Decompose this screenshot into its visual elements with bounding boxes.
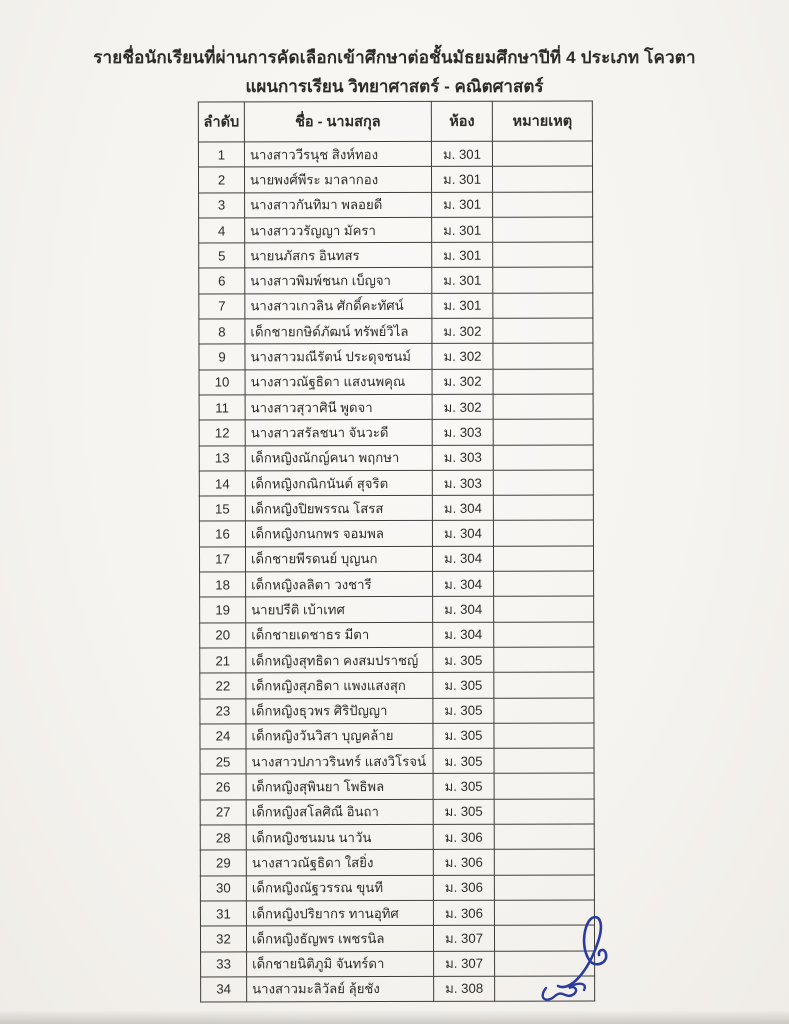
cell-name: เด็กหญิงวันวิสา บุญคล้าย <box>246 723 433 749</box>
cell-name: เด็กหญิงสุภธิดา แพงแสงสุก <box>246 673 433 699</box>
cell-no: 6 <box>199 268 245 293</box>
cell-no: 1 <box>198 142 244 167</box>
cell-room: ม. 306 <box>433 875 494 900</box>
cell-remark <box>494 925 594 951</box>
cell-name: นางสาววรัญญา มัครา <box>245 217 432 243</box>
cell-no: 15 <box>199 496 245 521</box>
cell-name: นางสาวสรัลชนา จันวะดี <box>245 420 432 446</box>
cell-name: เด็กหญิงชนมน นาวัน <box>246 824 433 850</box>
cell-remark <box>494 748 594 774</box>
cell-name: เด็กหญิงกนกพร จอมพล <box>245 521 432 547</box>
cell-no: 16 <box>199 521 245 546</box>
cell-room: ม. 302 <box>432 394 493 419</box>
cell-remark <box>494 824 594 850</box>
table-row <box>199 369 593 395</box>
table-row <box>200 748 594 774</box>
cell-room: ม. 304 <box>432 546 493 571</box>
cell-no: 23 <box>200 698 246 723</box>
cell-remark <box>493 293 593 319</box>
table-row <box>200 698 594 724</box>
cell-remark <box>493 242 593 268</box>
cell-name: เด็กหญิงกณิกนันต์ สุจริต <box>245 470 432 496</box>
cell-room: ม. 306 <box>433 900 494 925</box>
cell-remark <box>493 394 593 420</box>
cell-room: ม. 303 <box>432 445 493 470</box>
cell-name: นายพงศ์พีระ มาลากอง <box>244 167 431 193</box>
cell-no: 27 <box>200 800 246 825</box>
cell-remark <box>495 976 595 1002</box>
cell-room: ม. 304 <box>433 597 494 622</box>
cell-remark <box>495 950 595 976</box>
cell-no: 22 <box>200 673 246 698</box>
table-row <box>200 571 594 597</box>
cell-room: ม. 304 <box>432 521 493 546</box>
cell-no: 13 <box>199 445 245 470</box>
header-row <box>198 101 592 142</box>
table-row <box>201 976 595 1002</box>
cell-name: นายปรีติ เบ้าเทศ <box>246 597 433 623</box>
cell-no: 2 <box>198 167 244 192</box>
table-row <box>200 900 594 926</box>
cell-name: เด็กชายเดชาธร มีตา <box>246 622 433 648</box>
cell-remark <box>494 698 594 724</box>
table-row <box>199 242 593 268</box>
cell-room: ม. 302 <box>432 369 493 394</box>
cell-room: ม. 301 <box>432 217 493 242</box>
cell-name: นางสาวปภาวรินทร์ แสงวิโรจน์ <box>246 749 433 775</box>
table-row <box>200 824 594 850</box>
student-table-header <box>198 101 592 142</box>
cell-name: เด็กหญิงปริยากร ทานอุทิศ <box>246 900 433 926</box>
cell-no: 19 <box>200 597 246 622</box>
table-row <box>199 445 593 471</box>
cell-no: 7 <box>199 294 245 319</box>
table-row <box>200 723 594 749</box>
cell-remark <box>494 571 594 597</box>
cell-no: 31 <box>200 901 246 926</box>
table-row <box>200 849 594 875</box>
cell-name: เด็กหญิงปิยพรรณ โสรส <box>245 496 432 522</box>
table-row <box>200 647 594 673</box>
cell-room: ม. 301 <box>431 141 492 166</box>
cell-room: ม. 301 <box>432 192 493 217</box>
table-row <box>200 596 594 622</box>
header-no: ลำดับ <box>198 102 244 142</box>
cell-remark <box>494 672 594 698</box>
cell-no: 30 <box>200 876 246 901</box>
cell-room: ม. 305 <box>433 698 494 723</box>
cell-room: ม. 301 <box>432 242 493 267</box>
table-row <box>199 546 593 572</box>
header-name: ชื่อ - นามสกุล <box>244 101 431 141</box>
cell-name: นางสาวกันทิมา พลอยดี <box>245 192 432 218</box>
cell-name: นางสาววีรนุช สิงห์ทอง <box>244 141 431 167</box>
table-row <box>201 950 595 976</box>
cell-no: 12 <box>199 420 245 445</box>
cell-room: ม. 306 <box>433 824 494 849</box>
cell-name: เด็กชายพีรดนย์ บุญนก <box>245 546 432 572</box>
header-room: ห้อง <box>431 101 492 141</box>
table-row <box>200 875 594 901</box>
cell-name: นางสาวณัฐธิดา ใสยิ่ง <box>246 850 433 876</box>
table-row <box>199 419 593 445</box>
table-row <box>199 495 593 521</box>
cell-room: ม. 303 <box>432 420 493 445</box>
cell-room: ม. 304 <box>432 495 493 520</box>
cell-name: เด็กหญิงณักญ์คนา พฤกษา <box>245 445 432 471</box>
cell-name: นางสาวมะลิวัลย์ ลุ้ยชัง <box>247 976 434 1002</box>
cell-room: ม. 306 <box>433 850 494 875</box>
cell-room: ม. 301 <box>432 268 493 293</box>
cell-room: ม. 302 <box>432 318 493 343</box>
document-title-line2: แผนการเรียน วิทยาศาสตร์ - คณิตศาสตร์ <box>245 77 544 96</box>
cell-remark <box>493 520 593 546</box>
table-row <box>199 394 593 420</box>
table-row <box>200 773 594 799</box>
cell-remark <box>493 217 593 243</box>
cell-no: 10 <box>199 370 245 395</box>
cell-no: 26 <box>200 774 246 799</box>
cell-remark <box>493 192 593 218</box>
cell-room: ม. 307 <box>433 925 494 950</box>
cell-no: 4 <box>199 218 245 243</box>
cell-no: 21 <box>200 648 246 673</box>
table-row <box>199 520 593 546</box>
cell-no: 18 <box>200 572 246 597</box>
cell-remark <box>493 318 593 344</box>
table-row <box>198 166 592 192</box>
cell-room: ม. 305 <box>433 647 494 672</box>
cell-room: ม. 305 <box>433 748 494 773</box>
cell-name: เด็กชายกษิด์ภัฒน์ ทรัพย์วิไล <box>245 318 432 344</box>
cell-remark <box>494 622 594 648</box>
cell-no: 5 <box>199 243 245 268</box>
cell-remark <box>494 773 594 799</box>
table-row <box>199 318 593 344</box>
header-remark: หมายเหตุ <box>492 101 592 141</box>
cell-no: 20 <box>200 623 246 648</box>
cell-no: 8 <box>199 319 245 344</box>
cell-name: นางสาวเกวลิน ศักดิ์คะทัศน์ <box>245 293 432 319</box>
cell-name: เด็กหญิงณัฐวรรณ ขุนที <box>246 875 433 901</box>
cell-room: ม. 305 <box>433 799 494 824</box>
cell-room: ม. 307 <box>434 951 495 976</box>
cell-room: ม. 305 <box>433 723 494 748</box>
table-row <box>199 192 593 218</box>
cell-remark <box>493 369 593 395</box>
cell-name: เด็กหญิงลลิตา วงชารี <box>246 571 433 597</box>
cell-room: ม. 303 <box>432 470 493 495</box>
cell-remark <box>494 875 594 901</box>
cell-no: 3 <box>199 192 245 217</box>
cell-room: ม. 302 <box>432 344 493 369</box>
cell-remark <box>494 723 594 749</box>
table-row <box>199 343 593 369</box>
cell-no: 28 <box>200 825 246 850</box>
cell-remark <box>492 141 592 167</box>
cell-remark <box>494 596 594 622</box>
cell-no: 14 <box>199 471 245 496</box>
table-row <box>199 217 593 243</box>
cell-room: ม. 305 <box>433 774 494 799</box>
cell-remark <box>492 166 592 192</box>
cell-name: นางสาวสุวาศินี พูดจา <box>245 394 432 420</box>
cell-name: นางสาวมณีรัตน์ ประดุจชนม์ <box>245 344 432 370</box>
cell-remark <box>493 343 593 369</box>
cell-room: ม. 301 <box>431 167 492 192</box>
table-row <box>200 672 594 698</box>
cell-name: เด็กหญิงสุพินยา โพธิพล <box>246 774 433 800</box>
table-row <box>198 141 592 167</box>
cell-no: 9 <box>199 344 245 369</box>
student-table <box>198 100 595 1002</box>
cell-remark <box>494 900 594 926</box>
cell-remark <box>493 445 593 471</box>
cell-remark <box>494 647 594 673</box>
cell-name: เด็กหญิงสุทธิดา คงสมปราชญ์ <box>246 647 433 673</box>
cell-no: 29 <box>200 850 246 875</box>
cell-no: 33 <box>201 951 247 976</box>
cell-no: 25 <box>200 749 246 774</box>
cell-remark <box>494 799 594 825</box>
cell-name: นางสาวพิมพ์ชนก เบ็ญจา <box>245 268 432 294</box>
cell-remark <box>493 267 593 293</box>
cell-name: นายนภัสกร อินทสร <box>245 243 432 269</box>
table-row <box>200 799 594 825</box>
cell-name: เด็กชายนิติภูมิ จันทร์ดา <box>247 951 434 977</box>
cell-remark <box>493 546 593 572</box>
cell-room: ม. 304 <box>433 571 494 596</box>
table-row <box>199 470 593 496</box>
cell-room: ม. 301 <box>432 293 493 318</box>
student-table-body <box>198 141 594 1002</box>
cell-room: ม. 304 <box>433 622 494 647</box>
cell-name: เด็กหญิงสโลศิณี อินถา <box>246 799 433 825</box>
cell-no: 24 <box>200 724 246 749</box>
cell-room: ม. 308 <box>434 976 495 1001</box>
table-row <box>199 293 593 319</box>
cell-no: 17 <box>199 547 245 572</box>
cell-no: 32 <box>200 926 246 951</box>
cell-name: เด็กหญิงธุวพร ศิริปัญญา <box>246 698 433 724</box>
cell-room: ม. 305 <box>433 672 494 697</box>
cell-remark <box>494 849 594 875</box>
cell-remark <box>493 470 593 496</box>
cell-name: นางสาวณัฐธิดา แสงนพคุณ <box>245 369 432 395</box>
cell-name: เด็กหญิงธัญพร เพชรนิล <box>246 926 433 952</box>
cell-remark <box>493 419 593 445</box>
cell-no: 34 <box>201 977 247 1002</box>
table-row <box>200 925 594 951</box>
table-row <box>199 267 593 293</box>
cell-remark <box>493 495 593 521</box>
document-title-line1: รายชื่อนักเรียนที่ผ่านการคัดเลือกเข้าศึกษาต่อชั้นมัธยมศึกษาปีที่ 4 ประเภท โควตา <box>93 48 696 67</box>
table-row <box>200 622 594 648</box>
cell-no: 11 <box>199 395 245 420</box>
